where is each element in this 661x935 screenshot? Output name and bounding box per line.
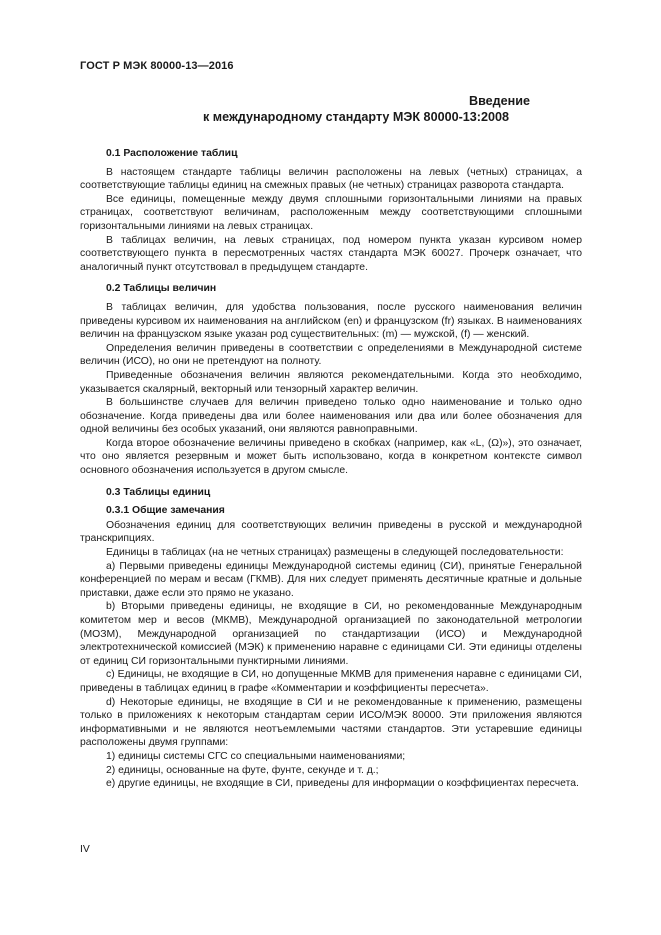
title-line-2: к международному стандарту МЭК 80000-13:2008 [202, 110, 509, 124]
paragraph: В большинстве случаев для величин приведено только одно наименование и только одно обозначение. Когда приведены два или более наименования или два или более обозначения для одной величины без особых указаний, они являются равноправными. [80, 397, 582, 436]
list-item: 1) единицы системы СГС со специальными наименованиями; [106, 750, 406, 762]
paragraph: Обозначения единиц для соответствующих величин приведены в русской и международной транскрипциях. [80, 519, 582, 545]
paragraph: В таблицах величин, на левых страницах, под номером пункта указан курсивом номер соответствующего пункта в пересмотренных частях стандарта МЭК 60027. Прочерк означает, что аналогичный пункт отсутствовал в предыдущем стандарте. [80, 234, 582, 273]
list-item: b) Вторыми приведены единицы, не входящие в СИ, но рекомендованные Международным комитетом мер и весов (МКМВ), Международной организацией по законодательной метрологии (МОЗМ), Международной организацией по стандартизации (ИСО) и Международной электротехнической комиссией (МЭК) к применению наравне с единицами СИ. Эти единицы отделены от единиц СИ горизонтальными пунктирными линиями. [80, 601, 582, 667]
list-item: d) Некоторые единицы, не входящие в СИ и не рекомендованные к применению, размещены только в приложениях к некоторым стандартам серии ИСО/МЭК 80000. Эти приложения являются информативными и не являются неотъемлемыми частями стандартов. Эти устаревшие единицы расположены двумя группами: [80, 696, 582, 749]
page-number: IV [80, 844, 90, 855]
list-item: a) Первыми приведены единицы Международной системы единиц (СИ), принятые Генеральной конференцией по мерам и весам (ГКМВ). Для них следует применять десятичные кратные и дольные приставки, даже если это прямо не указано. [80, 560, 582, 599]
document-header: ГОСТ Р МЭК 80000-13—2016 [80, 60, 234, 72]
paragraph: В настоящем стандарте таблицы величин расположены на левых (четных) страницах, а соответствующие таблицы единиц на смежных правых (не четных) страницах разворота стандарта. [80, 166, 582, 192]
paragraph: Единицы в таблицах (на не четных страницах) размещены в следующей последовательности: [106, 547, 564, 559]
title-line-1: Введение [468, 94, 530, 108]
paragraph: В таблицах величин, для удобства пользования, после русского наименования величин приведены курсивом их наименования на английском (en) и французском (fr) языках. В наименованиях величин на французском языке указан род существительных: (m) — мужской, (f) — женский. [80, 301, 582, 341]
heading-0-3-1: 0.3.1 Общие замечания [106, 505, 225, 517]
paragraph: Все единицы, помещенные между двумя сплошными горизонтальными линиями на правых страницах, соответствуют величинам, расположенным между соответствующими сплошными горизонтальными линиями на левых страницах. [80, 193, 582, 232]
list-item: 2) единицы, основанные на футе, фунте, секунде и т. д.; [106, 764, 379, 776]
heading-0-1: 0.1 Расположение таблиц [106, 148, 238, 159]
paragraph: Определения величин приведены в соответствии с определениями в Международной системе величин (ИСО), но они не претендуют на полноту. [80, 342, 582, 368]
paragraph: Когда второе обозначение величины приведено в скобках (например, как «L, (Ω)»), это означает, что оно является резервным и может быть использовано, когда в конкретном контексте символ основного обозначения используется в другом смысле. [80, 437, 582, 477]
paragraph: Приведенные обозначения величин являются рекомендательными. Когда это необходимо, указывается скалярный, векторный или тензорный характер величин. [80, 369, 582, 395]
body-text [80, 147, 582, 791]
heading-0-2: 0.2 Таблицы величин [106, 283, 217, 295]
list-item: e) другие единицы, не входящие в СИ, приведены для информации о коэффициентах пересчета. [106, 778, 579, 790]
section-title [80, 93, 582, 125]
list-item: c) Единицы, не входящие в СИ, но допущенные МКМВ для применения наравне с единицами СИ, приведены в таблицах единиц в графе «Комментарии и коэффициенты пересчета». [80, 669, 582, 694]
heading-0-3: 0.3 Таблицы единиц [106, 486, 211, 498]
